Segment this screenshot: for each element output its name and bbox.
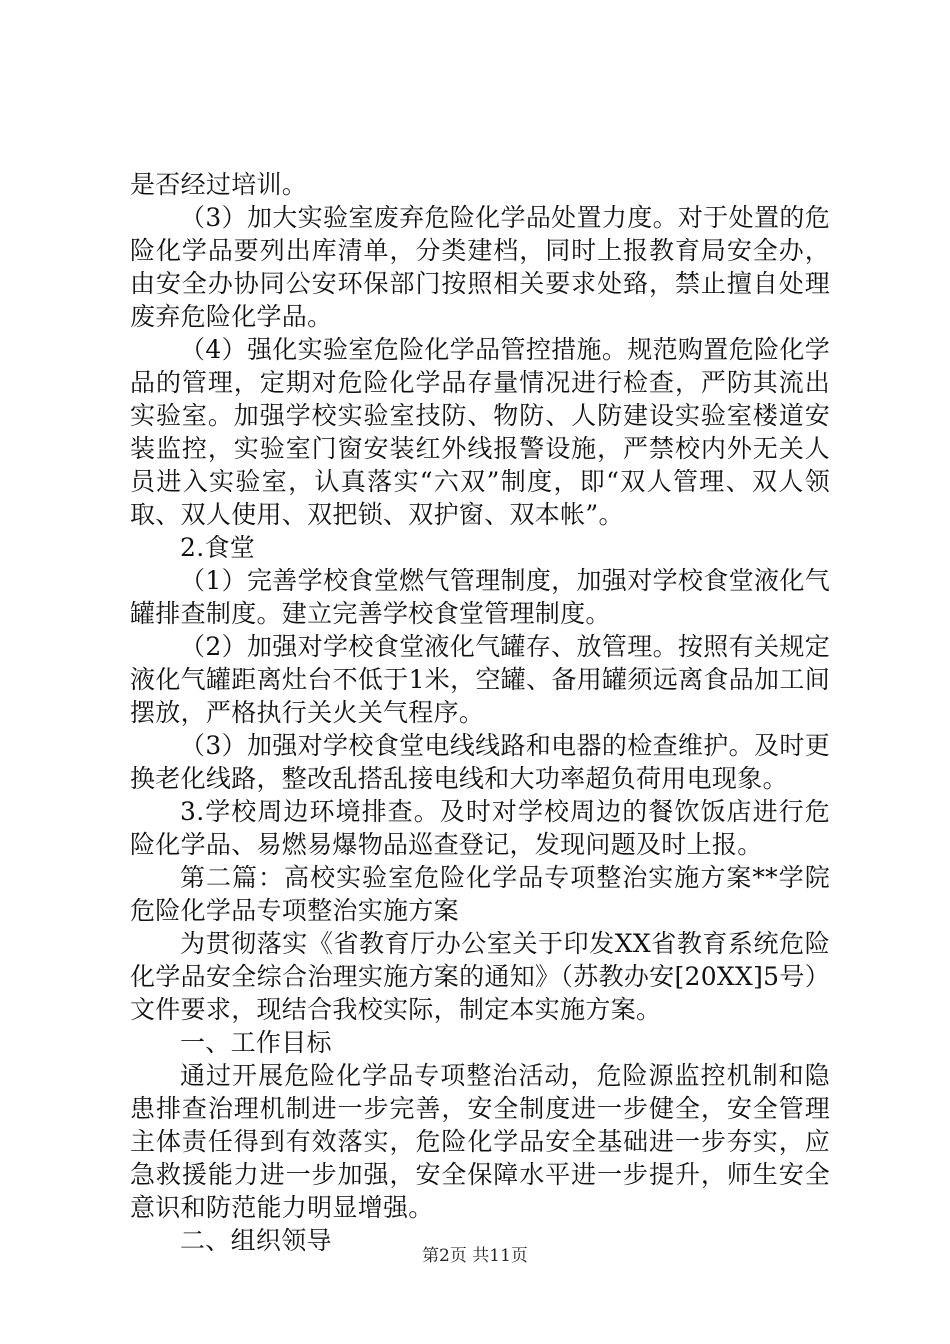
page-number: 第2页 共11页: [422, 1246, 528, 1266]
paragraph-waste-disposal: （3）加大实验室废弃危险化学品处置力度。对于处置的危险化学品要列出库清单，分类建档，同时上报教育局安全办，由安全办协同公安环保部门按照相关要求处臵，禁止擅自处理废弃危险化学品。: [130, 203, 830, 331]
paragraph-gas-management: （1）完善学校食堂燃气管理制度，加强对学校食堂液化气罐排查制度。建立完善学校食堂管理制度。: [130, 566, 830, 628]
heading-work-goals: 一、工作目标: [180, 1028, 332, 1057]
paragraph-purpose: 为贯彻落实《省教育厅办公室关于印发XX省教育系统危险化学品安全综合治理实施方案的通知》（苏教办安[20XX]5号）文件要求，现结合我校实际，制定本实施方案。: [130, 929, 830, 1024]
paragraph-training: 是否经过培训。: [130, 170, 308, 199]
paragraph-lab-control: （4）强化实验室危险化学品管控措施。规范购置危险化学品的管理，定期对危险化学品存量情况进行检查，严防其流出实验室。加强学校实验室技防、物防、人防建设实验室楼道安装监控，实验室门窗安装红外线报警设施，严禁校内外无关人员进入实验室，认真落实“六双”制度，即“双人管理、双人领取、双人使用、双把锁、双护窗、双本帐”。: [130, 335, 830, 529]
document-body: [130, 168, 830, 1257]
heading-organization: 二、组织领导: [180, 1226, 332, 1255]
section-title-part-two: 第二篇：高校实验室危险化学品专项整治实施方案**学院危险化学品专项整治实施方案: [130, 863, 830, 925]
page-footer: [0, 1245, 950, 1267]
paragraph-wiring: （3）加强对学校食堂电线线路和电器的检查维护。及时更换老化线路，整改乱搭乱接电线和大功率超负荷用电现象。: [130, 731, 830, 793]
paragraph-goals: 通过开展危险化学品专项整治活动，危险源监控机制和隐患排查治理机制进一步完善，安全制度进一步健全，安全管理主体责任得到有效落实，危险化学品安全基础进一步夯实，应急救援能力进一步加强，安全保障水平进一步提升，师生安全意识和防范能力明显增强。: [130, 1061, 830, 1222]
heading-canteen: 2.食堂: [180, 533, 256, 562]
paragraph-gas-storage: （2）加强对学校食堂液化气罐存、放管理。按照有关规定液化气罐距离灶台不低于1米，空罐、备用罐须远离食品加工间摆放，严格执行关火关气程序。: [130, 632, 830, 727]
paragraph-surroundings: 3.学校周边环境排查。及时对学校周边的餐饮饭店进行危险化学品、易燃易爆物品巡查登记，发现问题及时上报。: [130, 797, 830, 859]
